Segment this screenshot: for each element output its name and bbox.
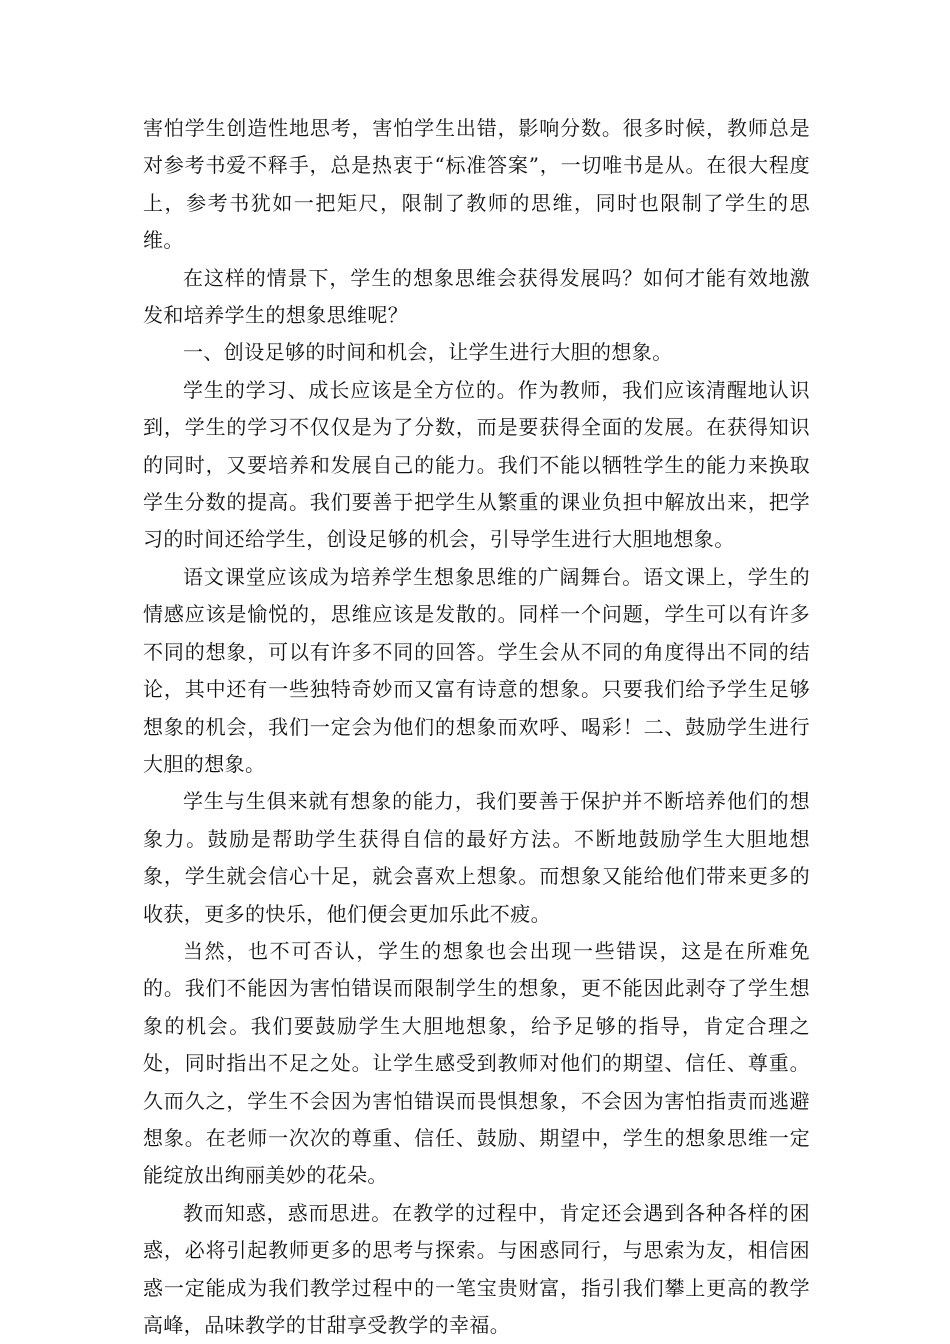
document-page: [143, 110, 810, 1344]
paragraph-continued: 害怕学生创造性地思考，害怕学生出错，影响分数。很多时候，教师总是对参考书爱不释手，总是热衷于“标准答案”，一切唯书是从。在很大程度上，参考书犹如一把矩尺，限制了教师的思维，同时也限制了学生的思维。: [143, 116, 810, 253]
paragraph: 当然，也不可否认，学生的想象也会出现一些错误，这是在所难免的。我们不能因为害怕错误而限制学生的想象，更不能因此剥夺了学生想象的机会。我们要鼓励学生大胆地想象，给予足够的指导，肯定合理之处，同时指出不足之处。让学生感受到教师对他们的期望、信任、尊重。久而久之，学生不会因为害怕错误而畏惧想象，不会因为害怕指责而逃避想象。在老师一次次的尊重、信任、鼓励、期望中，学生的想象思维一定能绽放出绚丽美妙的花朵。: [143, 938, 810, 1188]
paragraph-conclusion: 教而知惑，惑而思进。在教学的过程中，肯定还会遇到各种各样的困惑，必将引起教师更多的思考与探索。与困惑同行，与思索为友，相信困惑一定能成为我们教学过程中的一笔宝贵财富，指引我们攀上更高的教学高峰，品味教学的甘甜享受教学的幸福。: [143, 1200, 810, 1337]
paragraph: 学生与生俱来就有想象的能力，我们要善于保护并不断培养他们的想象力。鼓励是帮助学生获得自信的最好方法。不断地鼓励学生大胆地想象，学生就会信心十足，就会喜欢上想象。而想象又能给他们带来更多的收获，更多的快乐，他们便会更加乐此不疲。: [143, 789, 810, 926]
paragraph: 学生的学习、成长应该是全方位的。作为教师，我们应该清醒地认识到，学生的学习不仅仅是为了分数，而是要获得全面的发展。在获得知识的同时，又要培养和发展自己的能力。我们不能以牺牲学生的能力来换取学生分数的提高。我们要善于把学生从繁重的课业负担中解放出来，把学习的时间还给学生，创设足够的机会，引导学生进行大胆地想象。: [143, 377, 810, 552]
section-heading-1: 一、创设足够的时间和机会，让学生进行大胆的想象。: [183, 340, 673, 365]
paragraph: 在这样的情景下，学生的想象思维会获得发展吗？如何才能有效地激发和培养学生的想象思维呢？: [143, 265, 810, 328]
paragraph: 语文课堂应该成为培养学生想象思维的广阔舞台。语文课上，学生的情感应该是愉悦的，思维应该是发散的。同样一个问题，学生可以有许多不同的想象，可以有许多不同的回答。学生会从不同的角度得出不同的结论，其中还有一些独特奇妙而又富有诗意的想象。只要我们给予学生足够想象的机会，我们一定会为他们的想象而欢呼、喝彩！二、鼓励学生进行大胆的想象。: [143, 564, 810, 776]
